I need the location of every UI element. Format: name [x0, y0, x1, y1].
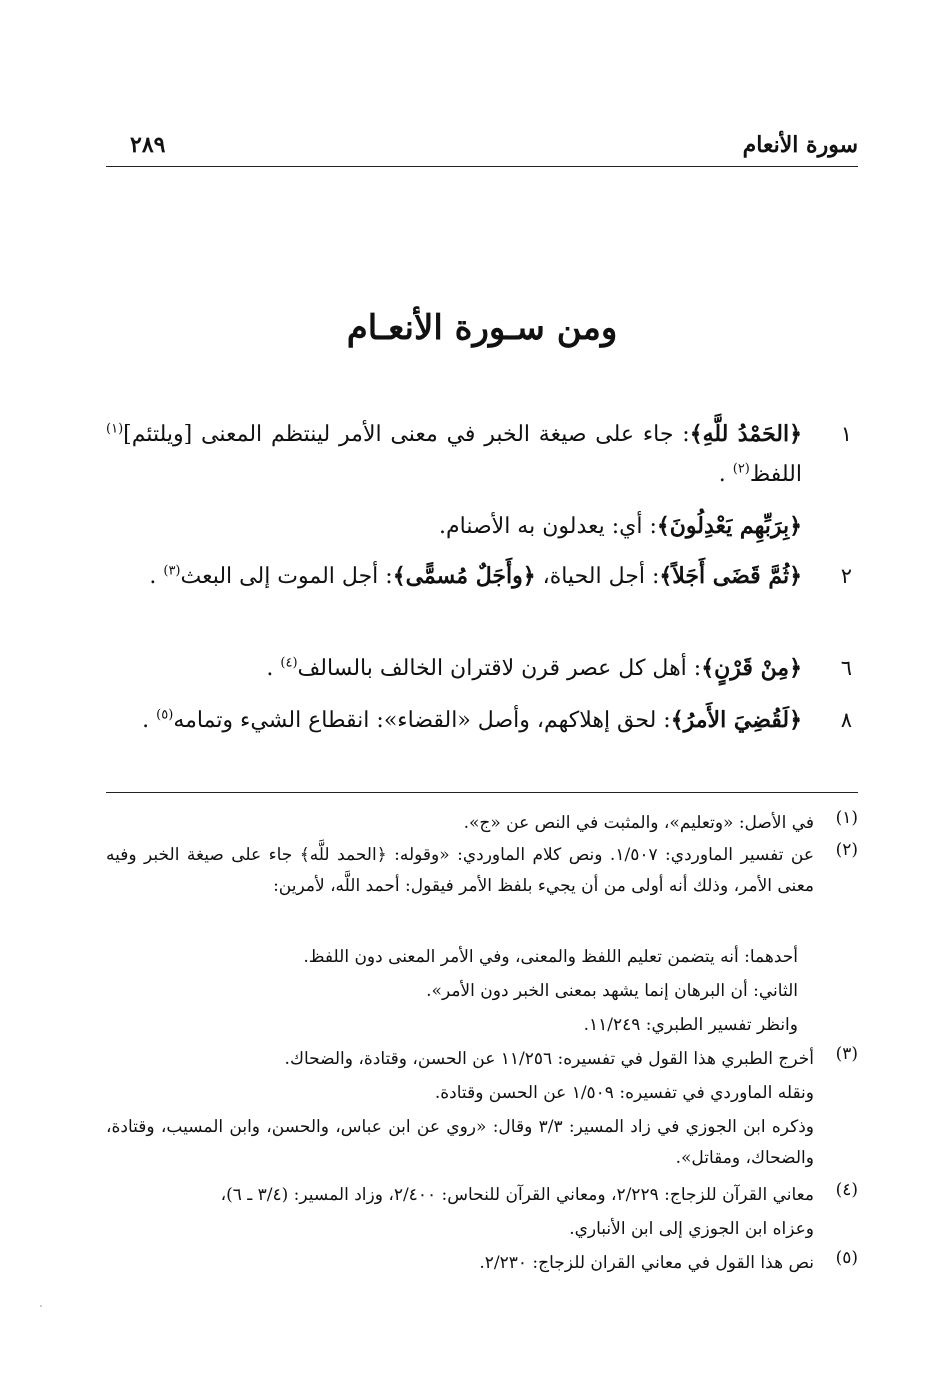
footnote-text: معاني القرآن للزجاج: ٢/٢٢٩، ومعاني القرآن للنحاس: ٢/٤٠٠، وزاد المسير: (٣/٤ ـ ٦)، — [220, 1185, 814, 1205]
verse-number: ١ — [840, 422, 852, 446]
running-header-surah-name: سورة الأنعام — [742, 132, 858, 158]
footnote-text: وانظر تفسير الطبري: ١١/٢٤٩. — [583, 1015, 798, 1035]
footnote-number: (٢) — [835, 840, 858, 860]
footnote-number: (٥) — [835, 1248, 858, 1268]
entry-text: ﴿بِرَبِّهِم يَعْدِلُونَ﴾: أي: يعدلون به الأصنام. — [439, 513, 802, 539]
footnote-text: الثاني: أن البرهان إنما يشهد بمعنى الخبر دون الأمر». — [426, 981, 798, 1001]
footnote-text: أحدهما: أنه يتضمن تعليم اللفظ والمعنى، وفي الأمر المعنى دون اللفظ. — [303, 947, 798, 967]
footnote-ref: (٤) — [280, 655, 298, 671]
footnote-text: وذكره ابن الجوزي في زاد المسير: ٣/٣ وقال: «روي عن ابن عباس، والحسن، وابن المسيب، وقتادة، والضحاك، ومقاتل». — [106, 1117, 814, 1168]
footnote-ref: (٥) — [156, 707, 174, 723]
footnote-text: ونقله الماوردي في تفسيره: ١/٥٠٩ عن الحسن وقتادة. — [434, 1083, 814, 1103]
footnote-number: (٣) — [835, 1044, 858, 1064]
entry-text: ﴿الحَمْدُ للَّهِ﴾: جاء على صيغة الخبر في معنى الأمر لينتظم المعنى [ويلتئم]$^{(١)}$ اللفظ$^{(٢)}$ . — [106, 421, 802, 487]
footnote-ref: (١) — [106, 421, 124, 437]
footnote-ref: (٣) — [163, 563, 181, 579]
footnote-text: عن تفسير الماوردي: ١/٥٠٧. ونص كلام الماوردي: «وقوله: ﴿الحمد للَّه﴾ جاء على صيغة الخبر وفيه معنى الأمر، وذلك أنه أولى من أن يجيء بلفظ الأمر فيقول: أحمد اللَّه، لأمرين: — [106, 845, 814, 896]
footnote-number: (٤) — [835, 1180, 858, 1200]
quran-quote: ﴿لَقُضِيَ الأَمرُ﴾ — [670, 707, 802, 733]
quran-quote: ﴿بِرَبِّهِم يَعْدِلُونَ﴾ — [656, 513, 802, 539]
verse-number: ٢ — [840, 564, 852, 588]
entry-text: ﴿مِنْ قَرْنٍ﴾: أهل كل عصر قرن لاقتران الخالف بالسالف$^{(٤)}$ . — [266, 655, 802, 681]
quran-quote: ﴿الحَمْدُ للَّهِ﴾ — [689, 421, 802, 447]
quran-quote: ﴿ثُمَّ قَضَى أَجَلاً﴾ — [659, 563, 802, 589]
footnote-text: أخرج الطبري هذا القول في تفسيره: ١١/٢٥٦ عن الحسن، وقتادة، والضحاك. — [284, 1049, 814, 1069]
footnote-text: وعزاه ابن الجوزي إلى ابن الأنباري. — [569, 1219, 814, 1239]
running-header — [106, 130, 858, 167]
verse-number: ٨ — [840, 708, 852, 732]
quran-quote: ﴿مِنْ قَرْنٍ﴾ — [701, 655, 802, 681]
footnote-text: في الأصل: «وتعليم»، والمثبت في النص عن «ج». — [463, 813, 814, 833]
footnote-divider — [106, 792, 858, 793]
verse-number: ٦ — [840, 656, 852, 680]
page-number: ٢٨٩ — [130, 132, 166, 158]
scan-speck — [40, 1305, 42, 1307]
entry-text: ﴿ثُمَّ قَضَى أَجَلاً﴾: أجل الحياة، ﴿وأَجَلٌ مُسمًّى﴾: أجل الموت إلى البعث$^{(٣)}$ . — [149, 563, 802, 589]
footnote-ref: (٢) — [732, 461, 750, 477]
footnote-text: نص هذا القول في معاني القران للزجاج: ٢/٢٣٠. — [479, 1253, 814, 1273]
quran-quote: ﴿وأَجَلٌ مُسمًّى﴾ — [392, 563, 536, 589]
footnote-number: (١) — [835, 808, 858, 828]
entry-text: ﴿لَقُضِيَ الأَمرُ﴾: لحق إهلاكهم، وأصل «القضاء»: انقطاع الشيء وتمامه$^{(٥)}$ . — [142, 707, 802, 733]
section-title: ومن سـورة الأنعـام — [346, 308, 618, 348]
